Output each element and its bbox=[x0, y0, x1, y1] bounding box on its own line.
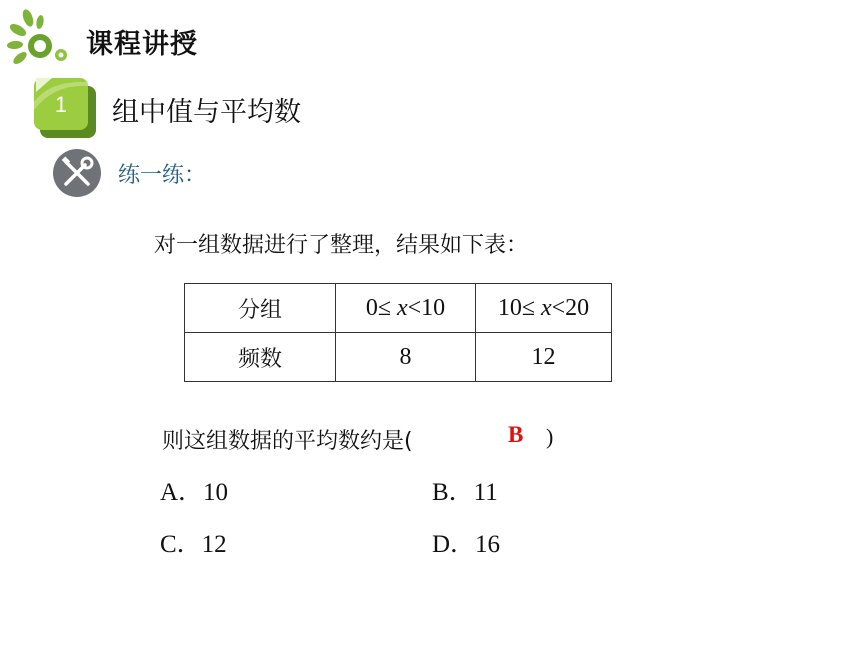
frequency-table bbox=[184, 283, 612, 382]
option-c: C．12 bbox=[160, 531, 227, 558]
tools-icon bbox=[52, 148, 102, 198]
row-label-groups: 分组 bbox=[185, 284, 336, 333]
table-cell: 8 bbox=[336, 333, 476, 382]
table-row-groups bbox=[185, 284, 612, 333]
answer-letter: B bbox=[508, 422, 524, 447]
table-cell: 12 bbox=[476, 333, 612, 382]
option-b: B．11 bbox=[432, 479, 498, 506]
section-title: 组中值与平均数 bbox=[112, 97, 301, 128]
course-logo-icon bbox=[6, 8, 72, 70]
section-number-badge bbox=[30, 72, 100, 140]
section-number: 1 bbox=[54, 92, 68, 117]
table-cell: 10≤ x<20 bbox=[476, 284, 612, 333]
practice-label: 练一练： bbox=[118, 163, 207, 188]
option-d: D．16 bbox=[432, 531, 501, 558]
option-a: A．10 bbox=[160, 479, 229, 506]
closing-paren: ) bbox=[546, 424, 554, 449]
table-cell: 0≤ x<10 bbox=[336, 284, 476, 333]
header-title: 课程讲授 bbox=[86, 29, 198, 60]
table-row-frequency bbox=[185, 333, 612, 382]
question-prompt: 则这组数据的平均数约是( bbox=[162, 429, 413, 454]
question-intro: 对一组数据进行了整理，结果如下表： bbox=[154, 233, 529, 258]
row-label-frequency: 频数 bbox=[185, 333, 336, 382]
